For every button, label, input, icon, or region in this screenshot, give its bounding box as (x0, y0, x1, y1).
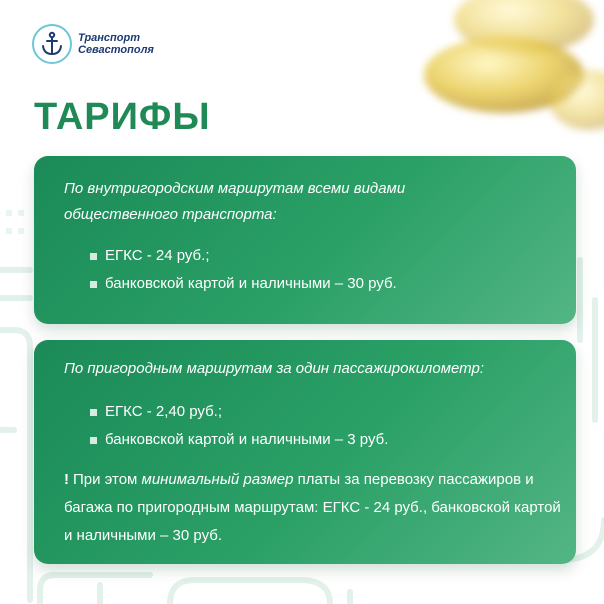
list-item-text: банковской картой и наличными – 3 руб. (105, 431, 389, 448)
card-heading: По пригородным маршрутам за один пассажирокилометр: (64, 360, 485, 377)
list-item (90, 430, 388, 450)
brand-line1: Транспорт (78, 32, 140, 44)
list-item (90, 246, 209, 266)
bullet-icon (90, 437, 97, 444)
tariff-card-urban (34, 156, 576, 324)
brand-logo (32, 24, 154, 64)
anchor-icon (32, 24, 72, 64)
bullet-icon (90, 281, 97, 288)
card-heading-line1: По внутригородским маршрутам всеми видами (64, 180, 406, 197)
brand-line2: Севастополя (78, 44, 154, 56)
page-title: ТАРИФЫ (34, 96, 211, 138)
note-emphasis: минимальный размер (141, 471, 294, 488)
list-item-text: ЕГКС - 24 руб.; (105, 247, 210, 264)
list-item-text: банковской картой и наличными – 30 руб. (105, 275, 397, 292)
list-item (90, 274, 397, 294)
list-item-text: ЕГКС - 2,40 руб.; (105, 403, 222, 420)
list-item (90, 402, 222, 422)
coins-decor (374, 0, 604, 150)
note-text: платы за перевозку пассажиров и багажа по пригородным маршрутам: ЕГКС - 24 руб., банковской картой и наличными – 30 руб. (64, 471, 561, 544)
bullet-icon (90, 253, 97, 260)
brand-name (78, 32, 154, 56)
exclamation-icon: ! (64, 471, 69, 488)
card-heading-line2: общественного транспорта: (64, 206, 277, 223)
minimum-fare-note (64, 466, 564, 550)
note-prefix: При этом (73, 471, 138, 488)
tariff-card-suburban (34, 340, 576, 564)
bullet-icon (90, 409, 97, 416)
